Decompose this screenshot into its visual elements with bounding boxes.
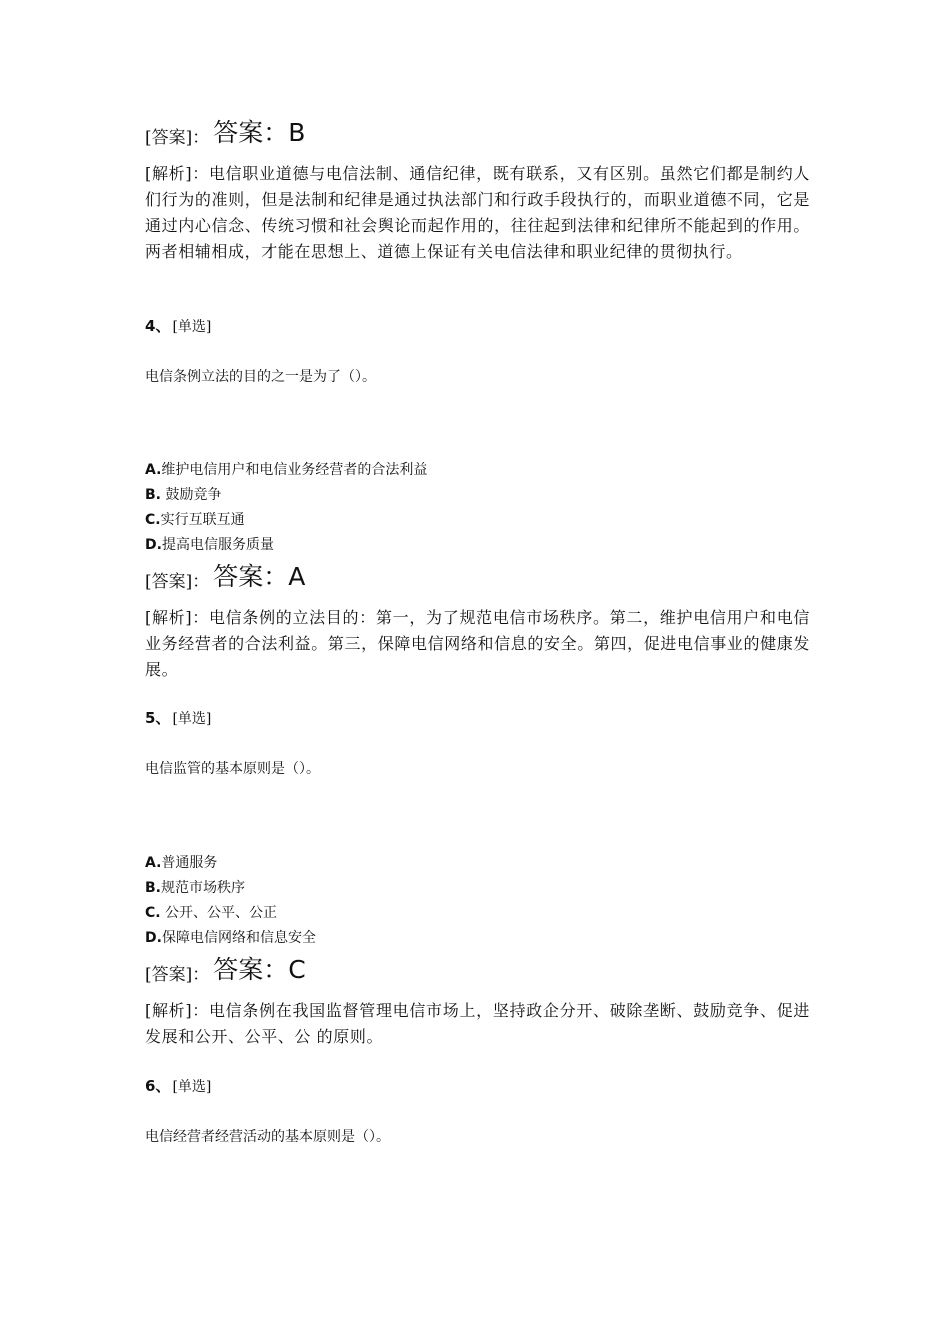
answer-value: 答案：B — [213, 118, 306, 147]
option-key: A. — [145, 462, 162, 478]
answer-line — [145, 564, 810, 595]
option-key: B. — [145, 880, 161, 896]
answer-bracket-label: [答案]： — [145, 965, 210, 985]
option-d — [145, 533, 810, 558]
option-key: D. — [145, 930, 162, 946]
option-a — [145, 851, 810, 876]
option-text: 保障电信网络和信息安全 — [161, 930, 316, 946]
question-type-tag: [单选] — [172, 319, 212, 335]
option-key: C. — [145, 512, 161, 528]
option-text: 公开、公平、公正 — [160, 905, 278, 921]
question-type-tag: [单选] — [172, 711, 212, 727]
answer-bracket-label: [答案]： — [145, 572, 210, 592]
answer-value: 答案：A — [213, 562, 306, 591]
option-a — [145, 458, 810, 483]
option-b — [145, 483, 810, 508]
option-c — [145, 508, 810, 533]
answer-line — [145, 957, 810, 988]
question-header — [145, 316, 810, 337]
option-text: 普通服务 — [161, 855, 218, 871]
option-text: 规范市场秩序 — [161, 880, 245, 896]
option-text: 维护电信用户和电信业务经营者的合法利益 — [161, 462, 428, 478]
answer-value: 答案：C — [213, 955, 306, 984]
option-key: D. — [145, 537, 162, 553]
question-number: 5、 — [145, 709, 171, 727]
option-list — [145, 851, 810, 951]
option-key: C. — [145, 905, 161, 921]
question-number: 4、 — [145, 317, 171, 335]
question-text: 电信条例立法的目的之一是为了（）。 — [145, 369, 376, 385]
option-key: A. — [145, 855, 162, 871]
answer-line — [145, 120, 810, 151]
option-c — [145, 901, 810, 926]
option-text: 提高电信服务质量 — [161, 537, 274, 553]
explanation-paragraph: [解析]：电信条例的立法目的：第一，为了规范电信市场秩序。第二，维护电信用户和电信业务经营者的合法利益。第三，保障电信网络和信息的安全。第四，促进电信事业的健康发展。 — [145, 608, 810, 679]
option-text: 鼓励竞争 — [161, 487, 222, 503]
answer-bracket-label: [答案]： — [145, 128, 210, 148]
question-type-tag: [单选] — [172, 1079, 212, 1095]
explanation-paragraph: [解析]：电信职业道德与电信法制、通信纪律，既有联系，又有区别。虽然它们都是制约人们行为的准则，但是法制和纪律是通过执法部门和行政手段执行的，而职业道德不同，它是通过内心信念、传统习惯和社会舆论而起作用的，往往起到法律和纪律所不能起到的作用。两者相辅相成，才能在思想上、道德上保证有关电信法律和职业纪律的贯彻执行。 — [145, 164, 810, 261]
question-text: 电信经营者经营活动的基本原则是（）。 — [145, 1129, 390, 1145]
option-b — [145, 876, 810, 901]
option-d — [145, 926, 810, 951]
option-key: B. — [145, 487, 161, 503]
question-number: 6、 — [145, 1077, 171, 1095]
option-text: 实行互联互通 — [160, 512, 245, 528]
question-text: 电信监管的基本原则是（）。 — [145, 761, 320, 777]
question-header — [145, 708, 810, 729]
explanation-paragraph: [解析]：电信条例在我国监督管理电信市场上，坚持政企分开、破除垄断、鼓励竞争、促进发展和公开、公平、公 的原则。 — [145, 1001, 810, 1046]
question-header — [145, 1076, 810, 1097]
option-list — [145, 458, 810, 558]
